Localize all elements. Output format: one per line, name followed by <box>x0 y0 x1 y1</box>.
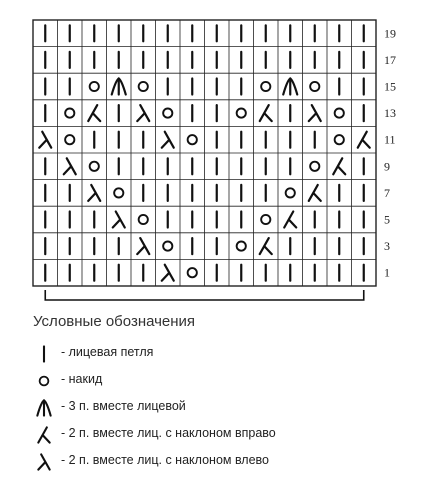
left-decrease-icon <box>88 185 100 201</box>
yarn-over-icon <box>65 109 74 118</box>
yarn-over-icon <box>114 188 123 197</box>
left-decrease-icon <box>39 132 51 148</box>
yarn-over-icon <box>65 135 74 144</box>
left-decrease-icon <box>113 212 125 228</box>
left-decrease-icon <box>309 105 321 121</box>
row-number: 13 <box>384 106 396 121</box>
right-decrease-icon <box>309 185 321 201</box>
row-number: 11 <box>384 132 396 147</box>
row-number: 15 <box>384 79 396 94</box>
three-together-icon <box>283 79 297 95</box>
row-numbers <box>384 26 396 279</box>
three-together-icon <box>112 79 126 95</box>
right-decrease-icon <box>260 238 272 254</box>
legend-item <box>34 341 424 368</box>
yarn-over-icon <box>188 135 197 144</box>
row-number: 19 <box>384 26 396 41</box>
row-number: 3 <box>384 239 390 254</box>
legend-title: Условные обозначения <box>33 313 196 330</box>
legend-item <box>34 449 424 476</box>
yarn-over-icon <box>90 162 99 171</box>
yarn-over-icon <box>310 82 319 91</box>
right-decrease-icon <box>358 132 370 148</box>
legend-text: - 3 п. вместе лицевой <box>61 399 186 413</box>
legend <box>34 341 424 476</box>
yarn-over-icon <box>286 188 295 197</box>
right-decrease-icon <box>284 212 296 228</box>
row-number: 5 <box>384 212 390 227</box>
row-number: 1 <box>384 265 390 280</box>
yarn-over-icon <box>237 109 246 118</box>
left-decrease-icon <box>162 132 174 148</box>
left-decrease-icon <box>162 265 174 281</box>
yarn-over-icon <box>310 162 319 171</box>
row-number: 7 <box>384 185 390 200</box>
yarn-over-icon <box>261 215 270 224</box>
legend-item <box>34 395 424 422</box>
yarn-over-icon <box>188 268 197 277</box>
yarn-over-icon <box>90 82 99 91</box>
yarn-over-icon <box>139 82 148 91</box>
left-decrease-icon <box>137 238 149 254</box>
chart-grid <box>33 20 376 286</box>
row-number: 9 <box>384 159 390 174</box>
legend-text: - накид <box>61 372 103 386</box>
right-decrease-icon <box>88 105 100 121</box>
row-number: 17 <box>384 52 396 67</box>
right-decrease-icon <box>34 424 54 446</box>
left-decrease-icon <box>64 158 76 174</box>
yarn-over-icon <box>335 109 344 118</box>
repeat-bracket-line <box>45 290 364 300</box>
right-decrease-icon <box>260 105 272 121</box>
knit-stitch-icon <box>34 343 54 365</box>
right-decrease-icon <box>333 158 345 174</box>
yarn-over-icon <box>139 215 148 224</box>
yarn-over-icon <box>237 242 246 251</box>
yarn-over-icon <box>34 370 54 392</box>
legend-text: - лицевая петля <box>61 345 154 359</box>
yarn-over-icon <box>261 82 270 91</box>
yarn-over-icon <box>163 242 172 251</box>
left-decrease-icon <box>137 105 149 121</box>
legend-item <box>34 422 424 449</box>
yarn-over-icon <box>335 135 344 144</box>
yarn-over-icon <box>163 109 172 118</box>
left-decrease-icon <box>34 451 54 473</box>
legend-text: - 2 п. вместе лиц. с наклоном влево <box>61 453 270 467</box>
three-together-icon <box>34 397 54 419</box>
legend-text: - 2 п. вместе лиц. с наклоном вправо <box>61 426 276 440</box>
legend-item <box>34 368 424 395</box>
repeat-bracket <box>45 290 364 300</box>
